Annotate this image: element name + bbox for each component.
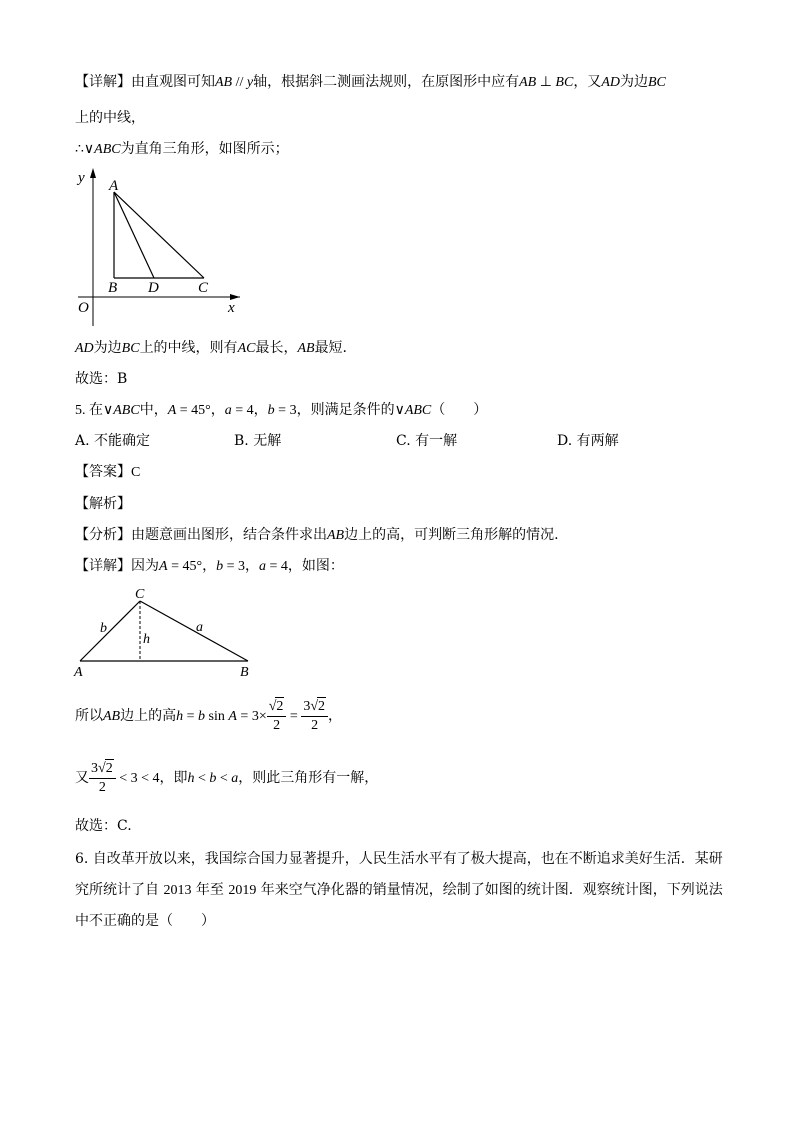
answer-line: [75, 462, 140, 483]
label-side-a: a: [196, 620, 203, 635]
label-a: A: [109, 178, 119, 194]
text: 6. 自改革开放以来，我国综合国力显著提升，人民生活水平有了极大提高，也在不断追求美好生活．某研: [75, 851, 723, 867]
text: 由题意画出图形，结合条件求出: [131, 527, 327, 543]
text: 最短.: [314, 340, 348, 356]
text: 上的中线，: [75, 110, 145, 126]
option-c: C. 有一解: [396, 433, 458, 449]
math: < 3 < 4: [115, 771, 160, 786]
side-a: [140, 601, 248, 661]
math: b: [198, 709, 206, 724]
math: A: [159, 559, 168, 574]
label-d: D: [148, 280, 159, 296]
math: sin: [205, 709, 229, 724]
text: 中不正确的是（ ）: [75, 913, 215, 929]
median-line: [75, 338, 347, 359]
math: b: [209, 771, 217, 786]
math: ABC: [113, 403, 140, 418]
math: = 45°: [167, 559, 203, 574]
text: ，: [244, 558, 259, 574]
option-b: B. 无解: [234, 433, 282, 449]
label-y: y: [78, 170, 85, 186]
math: y: [246, 75, 254, 90]
label-b: B: [108, 280, 118, 296]
label-c: C: [135, 587, 145, 602]
math: = 3: [223, 559, 245, 574]
text: 中，: [139, 402, 168, 418]
text: ，: [202, 558, 217, 574]
math: BC: [647, 75, 666, 90]
math: AB: [327, 528, 345, 543]
y-axis-arrow: [90, 168, 96, 178]
text: ，: [210, 402, 225, 418]
text: ，又: [573, 74, 602, 90]
math: = 45°: [176, 403, 211, 418]
text: 上的中线，则有: [139, 340, 238, 356]
question-6-line-2: [75, 880, 723, 901]
math: = 4: [265, 559, 288, 574]
text: 年至: [191, 882, 229, 898]
text: 边上的高: [120, 708, 177, 724]
segment-ac: [114, 192, 204, 278]
text: 为直角三角形，如图所示；: [120, 141, 289, 157]
text: 又: [75, 770, 89, 786]
detail-line-1: [75, 72, 666, 93]
text: ，: [253, 402, 268, 418]
math: = 3×: [236, 709, 267, 724]
math: = 3: [274, 403, 297, 418]
math: =: [286, 709, 302, 724]
answer-value: C: [131, 465, 141, 480]
question-6-line-1: [75, 849, 723, 869]
math: BC: [555, 75, 574, 90]
text: 【分析】: [75, 527, 131, 543]
question-number: 5.: [75, 403, 89, 418]
label-o: O: [78, 300, 89, 316]
side-b: [80, 601, 140, 661]
math: =: [183, 709, 199, 724]
text: 由直观图可知: [131, 74, 215, 90]
math: <: [216, 771, 232, 786]
math: ⊥: [536, 75, 556, 90]
math: AB: [215, 75, 233, 90]
label-h: h: [143, 632, 150, 647]
detail-5-line: [75, 556, 344, 577]
math: A: [228, 709, 237, 724]
detail-tag: 【详解】: [75, 74, 131, 90]
text: 最长，: [255, 340, 298, 356]
text: ，则此三角形有一解，: [238, 770, 379, 786]
math: a: [258, 559, 266, 574]
text: 轴，根据斜二测画法规则，在原图形中应有: [253, 74, 520, 90]
fraction-3sqrt2-over-2: $\frac{3√2}{2}$: [89, 759, 116, 797]
text: 年来空气净化器的销量情况，绘制了如图的统计图．观察统计图，下列说法: [256, 882, 723, 898]
math: a: [224, 403, 232, 418]
segment-ad: [114, 192, 154, 278]
math: b: [216, 559, 224, 574]
figure-triangle-height: [70, 586, 260, 682]
text: 【解析】: [75, 496, 131, 512]
option-a: A. 不能确定: [75, 433, 151, 449]
text: 故选：B: [75, 371, 128, 387]
option-d: D. 有两解: [557, 433, 619, 449]
text: ，如图：: [287, 558, 344, 574]
text: （ ）: [431, 402, 488, 418]
math: 2: [273, 718, 281, 733]
label-x: x: [228, 300, 235, 316]
text: 【详解】: [75, 558, 131, 574]
math: = 4: [231, 403, 254, 418]
height-equation: [75, 696, 342, 737]
math: h: [187, 771, 195, 786]
question-6-line-3: [75, 911, 215, 931]
inequality-line: [75, 758, 378, 799]
question-5: [75, 400, 487, 421]
label-b: B: [240, 665, 249, 680]
label-side-b: b: [100, 621, 107, 636]
figure-coordinate-triangle: [72, 166, 252, 326]
text: 为边: [619, 74, 648, 90]
math: AD: [601, 75, 620, 90]
math: 2013: [163, 883, 192, 898]
analysis-heading: [75, 494, 131, 514]
math: A: [167, 403, 177, 418]
text: ，: [328, 708, 342, 724]
fraction-3sqrt2-over-2: $\frac{3√2}{2}$: [301, 697, 328, 735]
math: ABC: [94, 142, 121, 157]
math: a: [231, 771, 239, 786]
math: AB: [519, 75, 537, 90]
math: <: [194, 771, 210, 786]
math: 2: [105, 761, 113, 776]
answer-choice-1: [75, 369, 127, 389]
math: 2: [98, 780, 106, 795]
math: AD: [75, 341, 94, 356]
math: 2: [276, 699, 284, 714]
text: ，则满足条件的∨: [296, 402, 405, 418]
analysis-line: [75, 525, 559, 546]
label-a: A: [74, 665, 83, 680]
math: 3: [91, 761, 98, 776]
math: h: [176, 709, 184, 724]
text: ∴∨: [75, 141, 95, 157]
text: 所以: [75, 708, 103, 724]
text: ，即: [159, 770, 188, 786]
math: AC: [237, 341, 256, 356]
text: 为边: [93, 340, 122, 356]
math: AB: [297, 341, 315, 356]
math: AB: [103, 709, 121, 724]
math: 2: [318, 699, 325, 714]
math: 2: [311, 718, 319, 733]
math: b: [267, 403, 275, 418]
text: 故选：C.: [75, 818, 132, 834]
math: 3: [303, 699, 311, 714]
text: 因为: [131, 558, 159, 574]
fraction-sqrt2-over-2: $\frac{√2}{2}$: [267, 697, 287, 735]
answer-tag: 【答案】: [75, 464, 131, 480]
text: 在∨: [89, 402, 114, 418]
text: 究所统计了自: [75, 882, 164, 898]
label-c: C: [198, 280, 209, 296]
answer-choice-2: [75, 816, 132, 836]
right-triangle-line: [75, 139, 289, 160]
math: 2019: [228, 883, 257, 898]
math: BC: [121, 341, 140, 356]
math: ABC: [404, 403, 432, 418]
text: 边上的高，可判断三角形解的情况.: [344, 527, 559, 543]
math: //: [232, 75, 247, 90]
detail-line-2: [75, 108, 145, 128]
